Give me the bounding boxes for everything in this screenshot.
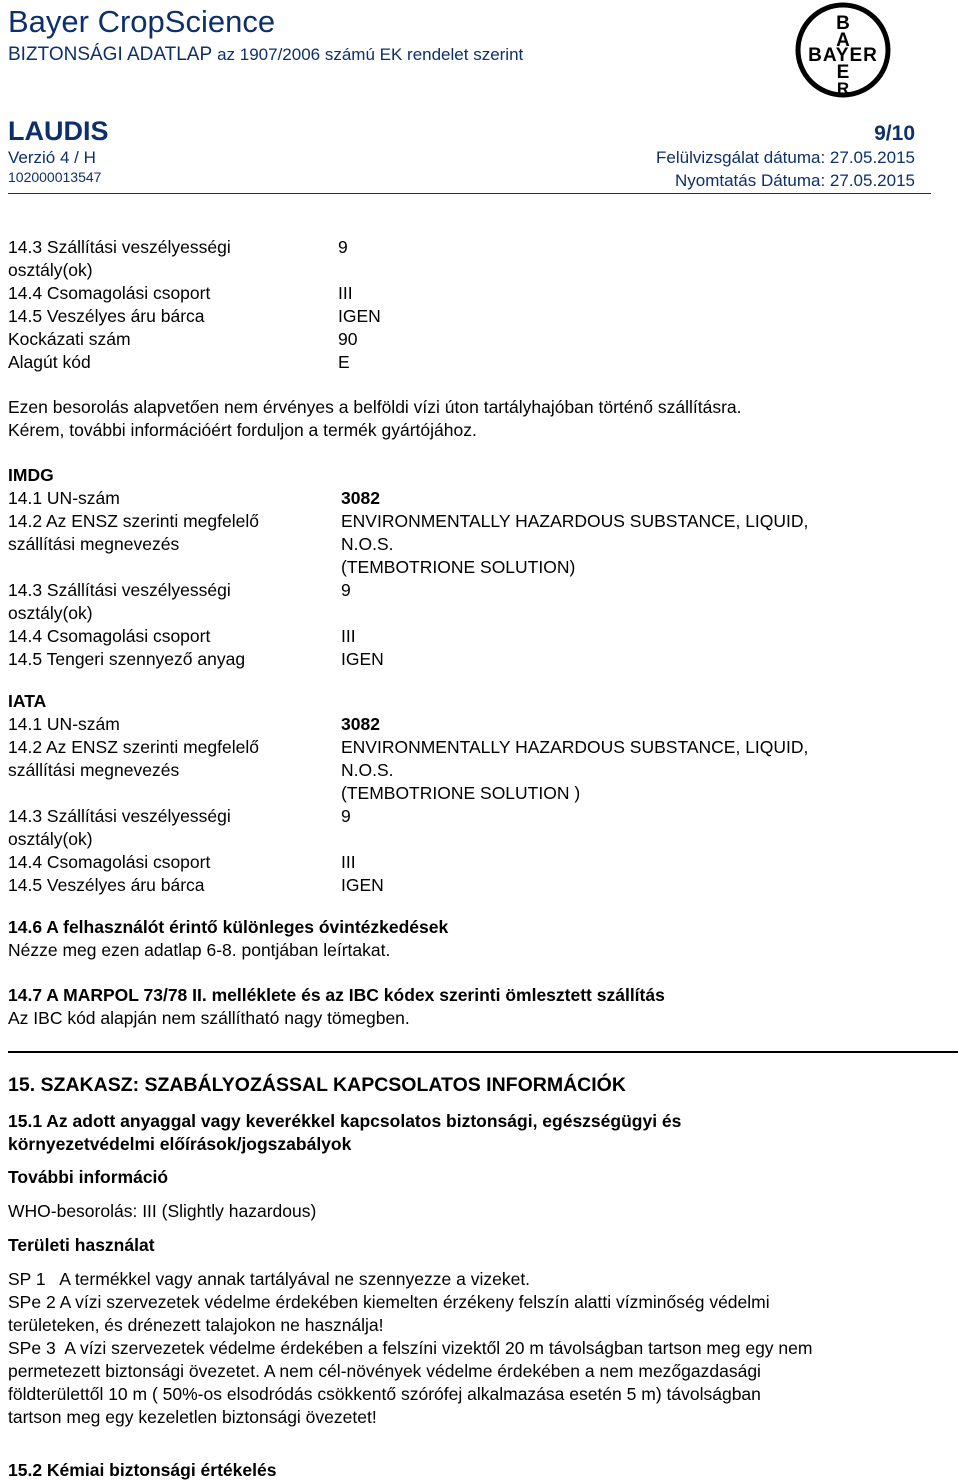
company-name: Bayer CropScience: [8, 4, 276, 39]
row-value: 9: [341, 580, 351, 600]
row-value: III: [341, 852, 356, 872]
spe-3-line-cont3: tartson meg egy kezeletlen biztonsági övezetet!: [8, 1407, 377, 1427]
table-row: [8, 828, 808, 851]
s14-7-heading: 14.7 A MARPOL 73/78 II. melléklete és az IBC kódex szerinti ömlesztett szállítás: [8, 985, 665, 1005]
product-code: 102000013547: [8, 169, 102, 185]
revision-date: Felülvizsgálat dátuma: 27.05.2015: [656, 148, 915, 167]
s14-7-text: Az IBC kód alapján nem szállítható nagy tömegben.: [8, 1008, 410, 1028]
row-value: 90: [338, 329, 358, 349]
table-row: [8, 782, 808, 805]
row-label: Alagút kód: [8, 352, 91, 372]
s14-6-heading: 14.6 A felhasználót érintő különleges óvintézkedések: [8, 917, 449, 937]
table-row: [8, 602, 808, 625]
row-label: Kockázati szám: [8, 329, 131, 349]
section-15-title: 15. SZAKASZ: SZABÁLYOZÁSSAL KAPCSOLATOS INFORMÁCIÓK: [8, 1074, 626, 1096]
row-label: 14.3 Szállítási veszélyességi: [8, 580, 231, 600]
who-classification: WHO-besorolás: III (Slightly hazardous): [8, 1201, 317, 1221]
note-line-2: Kérem, további információért forduljon a termék gyártójához.: [8, 420, 477, 440]
bayer-logo: [795, 2, 891, 98]
table-row: [8, 851, 808, 874]
table-row: [8, 805, 808, 828]
table-row: [8, 874, 808, 897]
table-row: [8, 328, 381, 351]
row-label: 14.3 Szállítási veszélyességi: [8, 806, 231, 826]
imdg-heading: IMDG: [8, 465, 54, 485]
doc-title-line: [8, 44, 523, 66]
spe-3-line: SPe 3 A vízi szervezetek védelme érdekében a felszíni vizektől 20 m távolságban tartson meg egy nem: [8, 1338, 813, 1358]
table-row: [8, 625, 808, 648]
table-row: [8, 533, 808, 556]
row-value: IGEN: [341, 649, 384, 669]
s15-1-heading-line1: 15.1 Az adott anyaggal vagy keverékkel kapcsolatos biztonsági, egészségügyi és: [8, 1111, 682, 1131]
row-value: IGEN: [338, 306, 381, 326]
row-label: 14.5 Veszélyes áru bárca: [8, 306, 205, 326]
table-row: [8, 579, 808, 602]
row-label: osztály(ok): [8, 603, 93, 623]
row-label: szállítási megnevezés: [8, 760, 180, 780]
spe-2-line: SPe 2 A vízi szervezetek védelme érdekében kiemelten érzékeny felszín alatti vízminőség védelmi: [8, 1292, 770, 1312]
print-date: Nyomtatás Dátuma: 27.05.2015: [674, 171, 915, 190]
s14-6-text: Nézze meg ezen adatlap 6-8. pontjában leírtakat.: [8, 940, 391, 960]
imdg-block: [8, 487, 808, 671]
further-info-heading: További információ: [8, 1167, 169, 1187]
regulation: az 1907/2006 számú EK rendelet szerint: [217, 45, 524, 64]
svg-text:E: E: [836, 62, 850, 83]
area-use-heading: Területi használat: [8, 1235, 155, 1255]
row-label: 14.1 UN-szám: [8, 488, 120, 508]
section-divider: [8, 1051, 958, 1053]
row-value: (TEMBOTRIONE SOLUTION): [341, 557, 576, 577]
row-label: 14.2 Az ENSZ szerinti megfelelő: [8, 511, 259, 531]
version: Verzió 4 / H: [8, 148, 96, 167]
row-value: (TEMBOTRIONE SOLUTION ): [341, 783, 581, 803]
row-value: IGEN: [341, 875, 384, 895]
header-rule: [8, 193, 931, 194]
product-name: LAUDIS: [8, 116, 109, 146]
row-value: 9: [338, 237, 348, 257]
table-row: [8, 305, 381, 328]
iata-block: [8, 713, 808, 897]
table-row: [8, 713, 808, 736]
row-label: 14.4 Csomagolási csoport: [8, 852, 211, 872]
svg-text:BAYER: BAYER: [808, 45, 878, 66]
svg-text:R: R: [836, 79, 850, 98]
table-row: [8, 351, 381, 374]
row-label: osztály(ok): [8, 829, 93, 849]
spe-3-line-cont2: földterülettől 10 m ( 50%-os elsodródás csökkentő szórófej alkalmazása esetén 5 m) távolságban: [8, 1384, 761, 1404]
row-label: 14.4 Csomagolási csoport: [8, 283, 211, 303]
svg-text:A: A: [836, 30, 850, 51]
row-label: osztály(ok): [8, 260, 93, 280]
row-value: ENVIRONMENTALLY HAZARDOUS SUBSTANCE, LIQUID,: [341, 511, 809, 531]
svg-text:B: B: [836, 13, 850, 34]
row-value: 9: [341, 806, 351, 826]
s15-1-heading-line2: környezetvédelmi előírások/jogszabályok: [8, 1134, 352, 1154]
top-block: [8, 236, 381, 374]
spe-3-line-cont1: permetezett biztonsági övezetet. A nem cél-növények védelme érdekében a nem mezőgazdasági: [8, 1361, 761, 1381]
row-value: III: [341, 626, 356, 646]
row-value: III: [338, 283, 353, 303]
iata-heading: IATA: [8, 691, 47, 711]
row-label: 14.4 Csomagolási csoport: [8, 626, 211, 646]
row-value: ENVIRONMENTALLY HAZARDOUS SUBSTANCE, LIQUID,: [341, 737, 809, 757]
table-row: [8, 556, 808, 579]
row-value: N.O.S.: [341, 760, 394, 780]
row-value: E: [338, 352, 350, 372]
table-row: [8, 259, 381, 282]
row-label: szállítási megnevezés: [8, 534, 180, 554]
table-row: [8, 759, 808, 782]
table-row: [8, 736, 808, 759]
row-value: N.O.S.: [341, 534, 394, 554]
row-label: 14.5 Tengeri szennyező anyag: [8, 649, 246, 669]
table-row: [8, 648, 808, 671]
spe-2-line-cont: területeken, és drénezett talajokon ne használja!: [8, 1315, 384, 1335]
page-number: 9/10: [874, 122, 915, 145]
table-row: [8, 282, 381, 305]
table-row: [8, 487, 808, 510]
row-label: 14.2 Az ENSZ szerinti megfelelő: [8, 737, 259, 757]
row-value: 3082: [341, 714, 380, 734]
row-label: 14.1 UN-szám: [8, 714, 120, 734]
sp-1-line: SP 1 A termékkel vagy annak tartályával ne szennyezze a vizeket.: [8, 1269, 531, 1289]
table-row: [8, 236, 381, 259]
row-label: 14.3 Szállítási veszélyességi: [8, 237, 231, 257]
s15-2-heading: 15.2 Kémiai biztonsági értékelés: [8, 1460, 277, 1480]
table-row: [8, 510, 808, 533]
row-label: 14.5 Veszélyes áru bárca: [8, 875, 205, 895]
row-value: 3082: [341, 488, 380, 508]
doc-title: BIZTONSÁGI ADATLAP: [8, 44, 212, 65]
note-line-1: Ezen besorolás alapvetően nem érvényes a belföldi vízi úton tartályhajóban történő szállításra.: [8, 397, 742, 417]
